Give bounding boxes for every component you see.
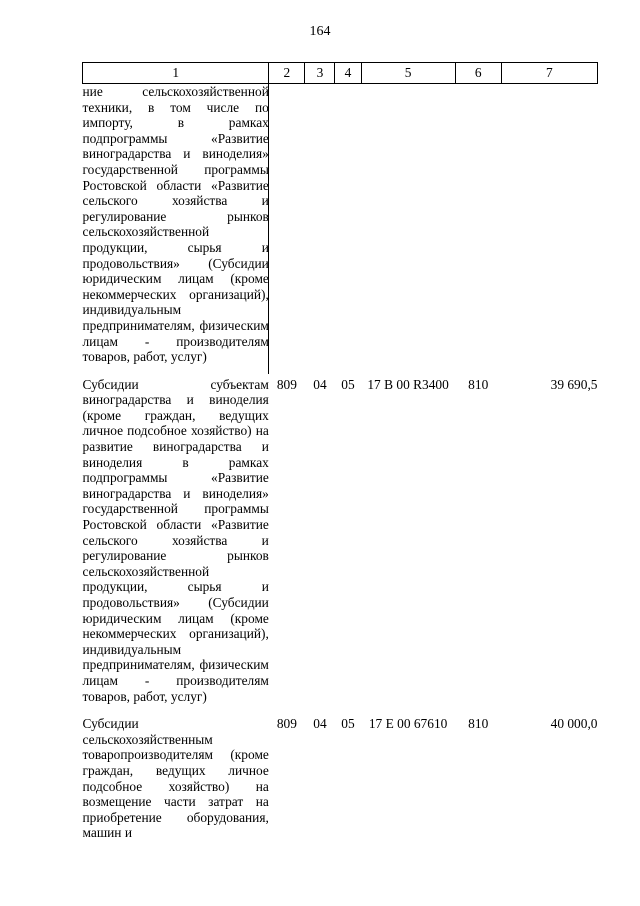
page-number: 164 [309, 24, 331, 39]
amount: 39 690,5 [550, 376, 598, 392]
row-spacer [83, 704, 598, 716]
column-header: 3 [305, 63, 335, 84]
subsection-code [335, 84, 361, 365]
column-header: 4 [335, 63, 361, 84]
expense-type-code [455, 84, 501, 365]
column-header: 1 [83, 63, 269, 84]
amount [501, 84, 597, 365]
row-description: ние сельскохозяйственной техники, в том числе по импорту, в рамках подпрограммы «Развитие виноградарства и виноделия» государственной программы Ростовской области «Развитие сельского хозяйства и регулирование рынков сельскохозяйственной продукции, сырья и продовольствия» (Субсидии юридическим лицам (кроме некоммерческих организаций), индивидуальным предпринимателям, физическим лицам - производителям товаров, работ, услуг) [82, 84, 269, 365]
row-description: Субсидии сельскохозяйственным товаропроизводителям (кроме граждан, ведущих личное подсобное хозяйство) на возмещение части затрат на приобретение оборудования, машин и [82, 716, 269, 841]
column-header: 5 [361, 63, 455, 84]
table-header-row [83, 63, 598, 84]
table-row [83, 716, 598, 841]
expense-type-code: 810 [468, 376, 489, 392]
target-article-code: 17 Е 00 67610 [368, 716, 448, 732]
expense-type-code: 810 [468, 716, 489, 732]
ministry-code [269, 84, 305, 365]
ministry-code: 809 [276, 716, 297, 732]
column-header: 2 [269, 63, 305, 84]
row-spacer [83, 365, 598, 377]
column-header: 6 [455, 63, 501, 84]
table-row [83, 84, 598, 365]
section-code: 04 [313, 716, 327, 732]
budget-table [82, 62, 598, 841]
target-article-code [361, 84, 455, 365]
section-code: 04 [313, 376, 327, 392]
target-article-code: 17 В 00 R3400 [367, 376, 449, 392]
ministry-code: 809 [276, 376, 297, 392]
column-header: 7 [501, 63, 597, 84]
subsection-code: 05 [341, 376, 355, 392]
table-row [83, 377, 598, 704]
section-code [305, 84, 335, 365]
subsection-code: 05 [341, 716, 355, 732]
amount: 40 000,0 [550, 716, 598, 732]
row-description: Субсидии субъектам виноградарства и виноделия (кроме граждан, ведущих личное подсобное хозяйство) на развитие виноградарства и виноделия в рамках подпрограммы «Развитие виноградарства и виноделия» государственной программы Ростовской области «Развитие сельского хозяйства и регулирование рынков сельскохозяйственной продукции, сырья и продовольствия» (Субсидии юридическим лицам (кроме некоммерческих организаций), индивидуальным предпринимателям, физическим лицам - производителям товаров, работ, услуг) [82, 376, 269, 704]
